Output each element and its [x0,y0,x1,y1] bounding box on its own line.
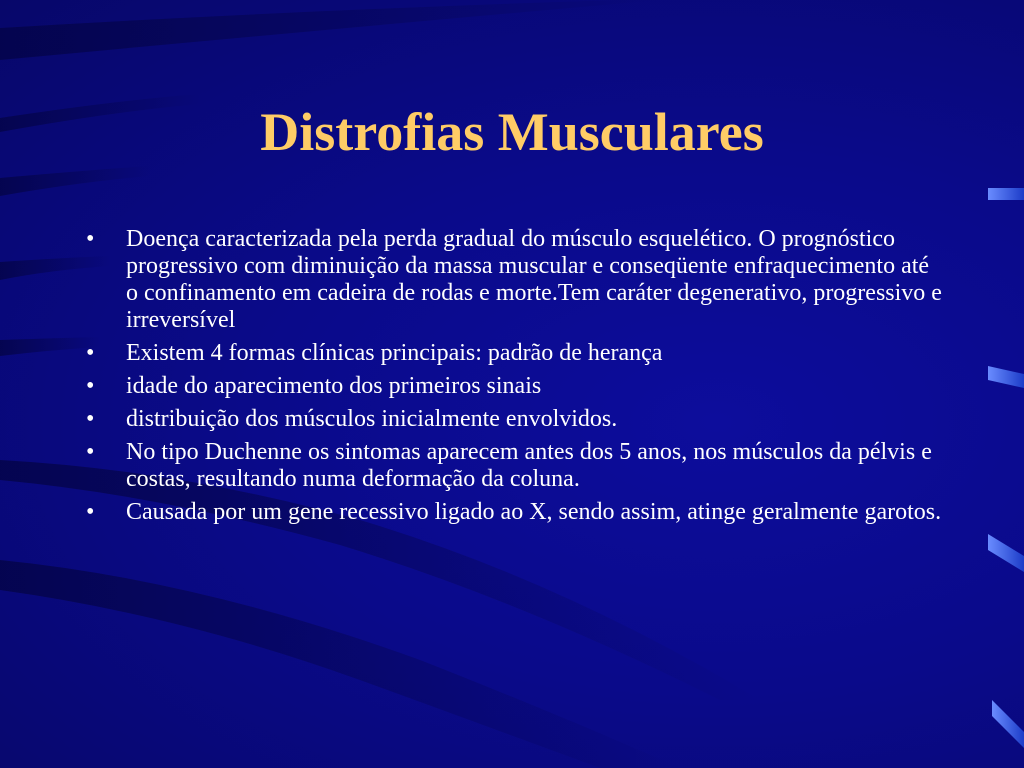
bullet-marker: • [86,226,95,252]
background-band [0,337,100,356]
accent-tab [988,366,1024,388]
bullet-marker: • [86,373,95,399]
background-band [0,0,660,60]
background-band [0,166,150,196]
bullet-marker: • [86,439,95,465]
list-item [86,373,946,400]
background-band [0,560,680,768]
bullet-text: distribuição dos músculos inicialmente envolvidos. [126,406,618,432]
slide-title: Distrofias Musculares [260,102,764,162]
list-item [86,226,946,334]
list-item [86,406,946,433]
accent-tab [988,188,1024,200]
list-item [86,439,946,493]
bullet-marker: • [86,406,95,432]
bullet-list [86,226,946,532]
bullet-text: Existem 4 formas clínicas principais: padrão de herança [126,340,663,366]
bullet-text: No tipo Duchenne os sintomas aparecem antes dos 5 anos, nos músculos da pélvis e costas, resultando numa deformação da coluna. [126,439,932,492]
accent-tab [992,700,1024,748]
bullet-text: idade do aparecimento dos primeiros sinais [126,373,542,399]
list-item [86,340,946,367]
list-item [86,499,946,526]
bullet-marker: • [86,340,95,366]
bullet-text: Causada por um gene recessivo ligado ao X, sendo assim, atinge geralmente garotos. [126,499,942,525]
bullet-text: Doença caracterizada pela perda gradual do músculo esquelético. O prognóstico progressivo com diminuição da massa muscular e conseqüente enfraquecimento até o confinamento em cadeira de rodas e morte.Tem caráter degenerativo, progressivo e irreversível [126,226,942,333]
accent-tab [988,534,1024,572]
bullet-marker: • [86,499,95,525]
